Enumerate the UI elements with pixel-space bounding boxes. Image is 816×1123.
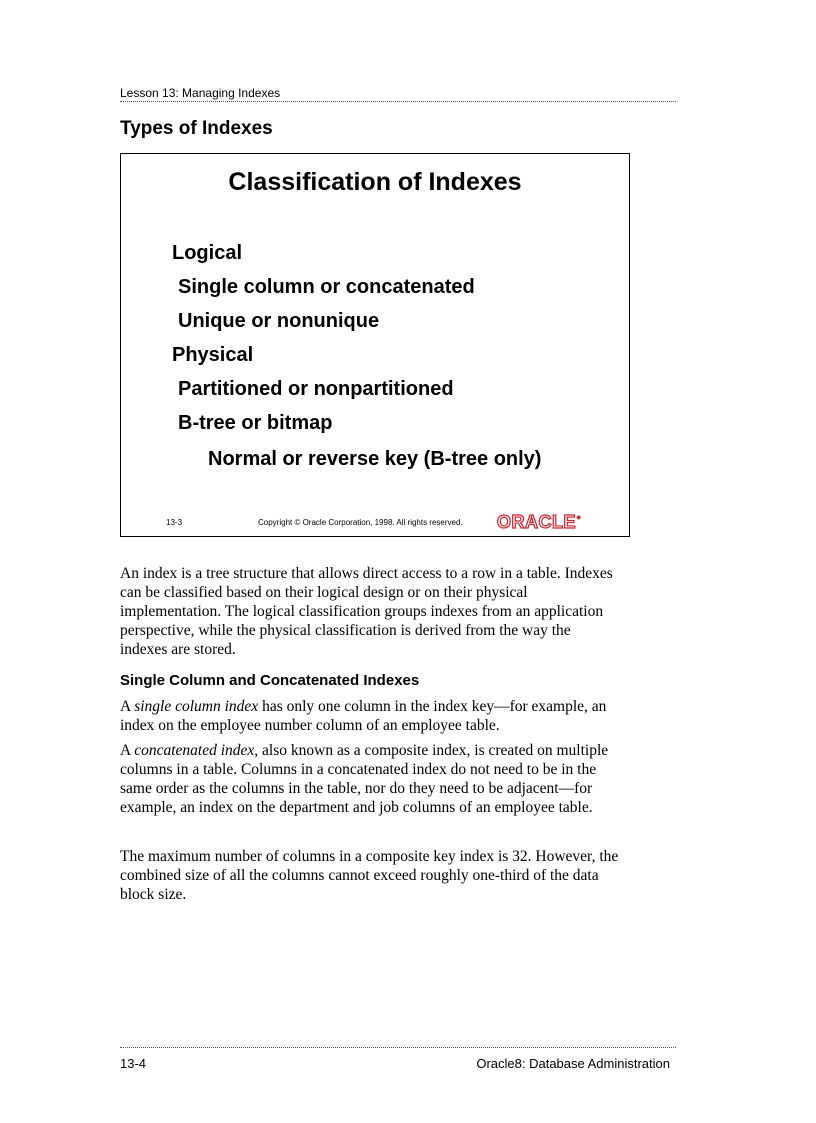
slide-item-normal-reverse: Normal or reverse key (B-tree only) <box>208 448 542 470</box>
slide-number: 13-3 <box>166 518 183 527</box>
term-concatenated-index: concatenated index <box>134 742 255 759</box>
slide-item-partitioned: Partitioned or nonpartitioned <box>178 378 454 400</box>
slide-item-physical: Physical <box>172 344 254 366</box>
oracle-logo: ORACLE● <box>497 512 582 532</box>
slide-copyright: Copyright © Oracle Corporation, 1998. All rights reserved. <box>258 518 463 527</box>
running-head: Lesson 13: Managing Indexes <box>120 86 281 100</box>
slide-item-single-column: Single column or concatenated <box>178 276 475 298</box>
oracle-logo-text: ORACLE <box>497 512 576 532</box>
slide-figure <box>120 153 630 537</box>
slide-title: Classification of Indexes <box>228 168 522 196</box>
paragraph-concatenated: A concatenated index, also known as a composite index, is created on multiple columns in a table. Columns in a concatenated index do not need to be in the same order as the columns in the table, nor do they need to be adjacent—for example, an index on the department and job columns of an employee table. <box>120 742 609 816</box>
paragraph-single-column: A single column index has only one column in the index key—for example, an index on the employee number column of an employee table. <box>120 698 607 734</box>
intro-paragraph: An index is a tree structure that allows direct access to a row in a table. Indexes can be classified based on their logical design or on their physical implementation. The logical classification groups indexes from an application perspective, while the physical classification is derived from the way the indexes are stored. <box>120 565 613 658</box>
paragraph-max-columns: The maximum number of columns in a composite key index is 32. However, the combined size of all the columns cannot exceed roughly one-third of the data block size. <box>120 848 619 903</box>
slide-item-btree-bitmap: B-tree or bitmap <box>178 412 333 434</box>
page-number: 13-4 <box>120 1056 147 1071</box>
footer-divider <box>120 1047 676 1048</box>
subheading: Single Column and Concatenated Indexes <box>120 672 420 689</box>
section-title: Types of Indexes <box>120 118 273 139</box>
header-divider <box>120 101 676 102</box>
slide-item-logical: Logical <box>172 242 243 264</box>
slide-item-unique: Unique or nonunique <box>178 310 380 332</box>
book-title: Oracle8: Database Administration <box>476 1056 670 1071</box>
term-single-column-index: single column index <box>134 698 259 715</box>
